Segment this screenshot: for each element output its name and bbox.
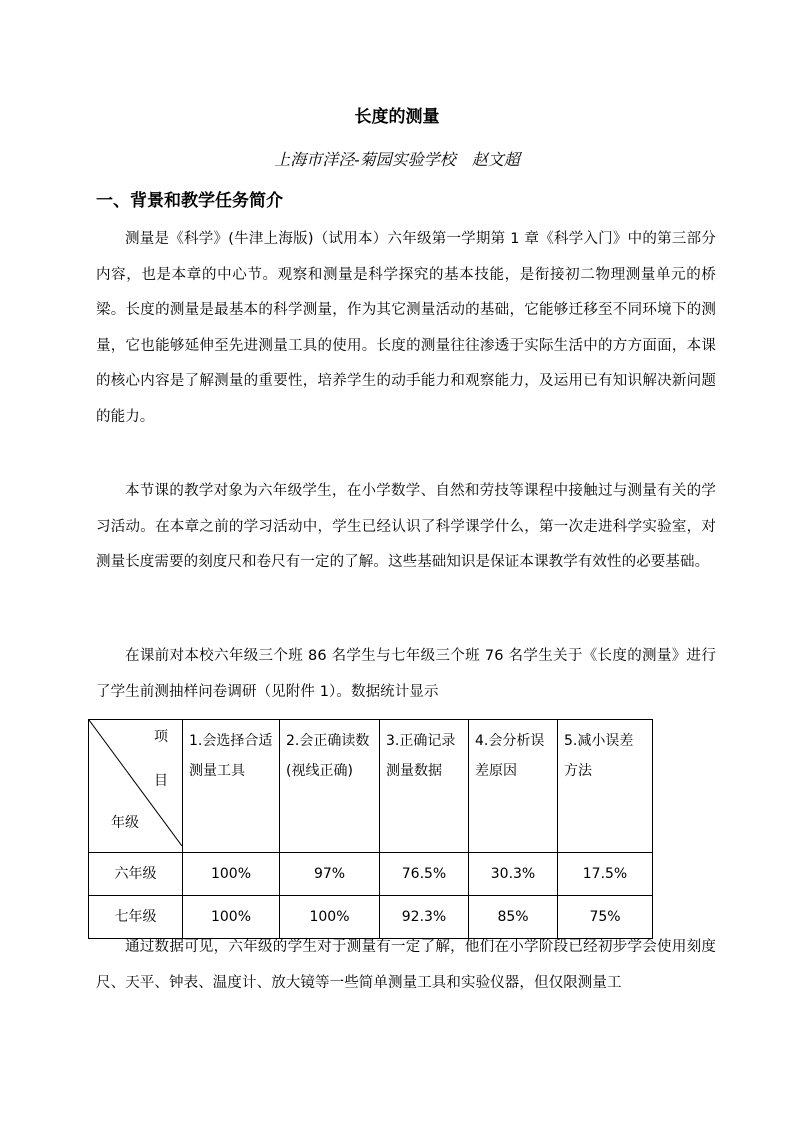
table-cell: 17.5% [558,853,653,896]
paragraph-analysis: 通过数据可见，六年级的学生对于测量有一定了解，他们在小学阶段已经初步学会使用刻度尺、天平、钟表、温度计、放大镜等一些简单测量工具和实验仪器，但仅限测量工 [96,939,716,991]
table-header: 3.正确记录测量数据 [380,720,469,853]
row-label-grade7: 七年级 [89,896,183,939]
table-corner-cell [89,720,183,853]
corner-label-mu: 目 [154,773,168,789]
document-title: 长度的测量 [354,107,440,127]
table-header: 2.会正确读数(视线正确) [280,720,380,853]
table-header: 5.减小误差方法 [558,720,653,853]
table-header-row [89,720,653,853]
paragraph-survey: 在课前对本校六年级三个班 86 名学生与七年级三个班 76 名学生关于《长度的测量》进行了学生前测抽样问卷调研（见附件 1）。数据统计显示 [96,648,716,700]
table-row [89,853,653,896]
table-cell: 75% [558,896,653,939]
table-cell: 97% [280,853,380,896]
survey-table [88,719,653,939]
section-heading: 一、背景和教学任务简介 [96,191,283,211]
table-header: 4.会分析误差原因 [469,720,558,853]
paragraph-background: 测量是《科学》(牛津上海版)（试用本）六年级第一学期第 1 章《科学入门》中的第三部分内容，也是本章的中心节。观察和测量是科学探究的基本技能，是衔接初二物理测量单元的桥梁。长度的测量是最基本的科学测量，作为其它测量活动的基础，它能够迁移至不同环境下的测量，它也能够延伸至先进测量工具的使用。长度的测量往往渗透于实际生活中的方方面面，本课的核心内容是了解测量的重要性，培养学生的动手能力和观察能力，及运用已有知识解决新问题的能力。 [96,231,716,425]
corner-label-grade: 年级 [111,815,139,831]
table-header: 1.会选择合适测量工具 [183,720,280,853]
table-cell: 76.5% [380,853,469,896]
table-cell: 100% [280,896,380,939]
paragraph-students: 本节课的教学对象为六年级学生，在小学数学、自然和劳技等课程中接触过与测量有关的学习活动。在本章之前的学习活动中，学生已经认识了科学课学什么，第一次走进科学实验室，对测量长度需要的刻度尺和卷尺有一定的了解。这些基础知识是保证本课教学有效性的必要基础。 [96,483,716,570]
row-label-grade6: 六年级 [89,853,183,896]
table-cell: 30.3% [469,853,558,896]
author-byline: 上海市洋泾-菊园实验学校 赵文超 [274,150,520,169]
corner-label-item: 项 [154,729,168,745]
table-cell: 92.3% [380,896,469,939]
table-cell: 100% [183,896,280,939]
table-cell: 85% [469,896,558,939]
table-cell: 100% [183,853,280,896]
